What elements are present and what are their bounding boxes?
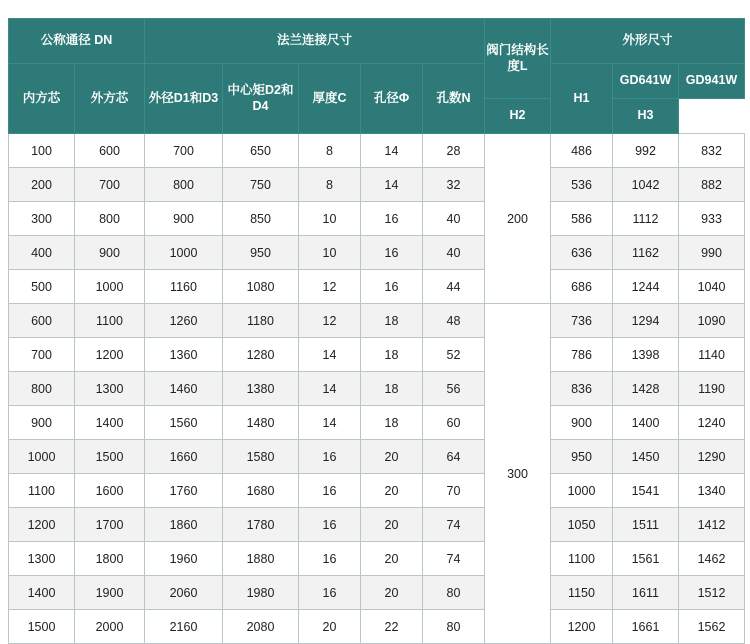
cell-outer: 1800	[75, 542, 145, 576]
cell-c: 14	[299, 338, 361, 372]
cell-outer: 1700	[75, 508, 145, 542]
cell-d1d3: 1160	[145, 270, 223, 304]
cell-h2: 1511	[613, 508, 679, 542]
cell-h3: 882	[679, 168, 745, 202]
cell-inner: 600	[9, 304, 75, 338]
cell-n: 80	[423, 610, 485, 644]
cell-n: 74	[423, 508, 485, 542]
cell-d1d3: 1660	[145, 440, 223, 474]
cell-c: 16	[299, 440, 361, 474]
cell-n: 60	[423, 406, 485, 440]
cell-valve-structure-length-group-2: 300	[485, 304, 551, 644]
cell-phi: 20	[361, 508, 423, 542]
cell-h3: 1340	[679, 474, 745, 508]
cell-c: 16	[299, 508, 361, 542]
cell-c: 16	[299, 542, 361, 576]
cell-phi: 20	[361, 576, 423, 610]
cell-d2d4: 1180	[223, 304, 299, 338]
cell-h2: 1661	[613, 610, 679, 644]
cell-d1d3: 1260	[145, 304, 223, 338]
cell-phi: 16	[361, 236, 423, 270]
cell-phi: 18	[361, 406, 423, 440]
cell-d2d4: 750	[223, 168, 299, 202]
cell-inner: 1200	[9, 508, 75, 542]
cell-outer: 600	[75, 134, 145, 168]
cell-c: 20	[299, 610, 361, 644]
cell-n: 32	[423, 168, 485, 202]
cell-h1: 1100	[551, 542, 613, 576]
table-header	[9, 19, 745, 134]
cell-h1: 836	[551, 372, 613, 406]
cell-h2: 1541	[613, 474, 679, 508]
cell-h3: 1090	[679, 304, 745, 338]
cell-d1d3: 2160	[145, 610, 223, 644]
cell-h3: 1562	[679, 610, 745, 644]
cell-d2d4: 1980	[223, 576, 299, 610]
cell-d1d3: 700	[145, 134, 223, 168]
cell-phi: 18	[361, 304, 423, 338]
cell-d2d4: 950	[223, 236, 299, 270]
cell-inner: 500	[9, 270, 75, 304]
cell-d1d3: 1760	[145, 474, 223, 508]
cell-d2d4: 850	[223, 202, 299, 236]
cell-h3: 990	[679, 236, 745, 270]
cell-h3: 933	[679, 202, 745, 236]
cell-h3: 1462	[679, 542, 745, 576]
cell-d2d4: 1280	[223, 338, 299, 372]
cell-h2: 1294	[613, 304, 679, 338]
cell-inner: 900	[9, 406, 75, 440]
cell-h1: 636	[551, 236, 613, 270]
table-row	[9, 542, 745, 576]
cell-h3: 1290	[679, 440, 745, 474]
cell-phi: 18	[361, 338, 423, 372]
cell-outer: 1300	[75, 372, 145, 406]
cell-h1: 586	[551, 202, 613, 236]
cell-outer: 800	[75, 202, 145, 236]
cell-d1d3: 1000	[145, 236, 223, 270]
cell-n: 48	[423, 304, 485, 338]
table-row	[9, 372, 745, 406]
cell-d1d3: 900	[145, 202, 223, 236]
cell-h3: 1512	[679, 576, 745, 610]
cell-outer: 1600	[75, 474, 145, 508]
cell-n: 70	[423, 474, 485, 508]
valve-dimension-table	[8, 18, 745, 644]
cell-inner: 1300	[9, 542, 75, 576]
cell-c: 8	[299, 168, 361, 202]
cell-d2d4: 1880	[223, 542, 299, 576]
cell-d2d4: 1580	[223, 440, 299, 474]
cell-h3: 1140	[679, 338, 745, 372]
cell-d2d4: 1480	[223, 406, 299, 440]
cell-phi: 20	[361, 542, 423, 576]
cell-h2: 1428	[613, 372, 679, 406]
cell-phi: 22	[361, 610, 423, 644]
cell-c: 8	[299, 134, 361, 168]
cell-phi: 16	[361, 270, 423, 304]
cell-c: 14	[299, 372, 361, 406]
cell-h1: 1050	[551, 508, 613, 542]
cell-h1: 536	[551, 168, 613, 202]
table-row	[9, 304, 745, 338]
cell-valve-structure-length-group-1: 200	[485, 134, 551, 304]
table-row	[9, 270, 745, 304]
header-row-models	[9, 64, 745, 99]
table-row	[9, 474, 745, 508]
cell-n: 40	[423, 202, 485, 236]
cell-d1d3: 800	[145, 168, 223, 202]
header-hole-number: 孔数N	[423, 64, 485, 134]
cell-h1: 1000	[551, 474, 613, 508]
header-hole-diameter: 孔径Φ	[361, 64, 423, 134]
cell-phi: 14	[361, 134, 423, 168]
header-h1: H1	[551, 64, 613, 134]
cell-n: 74	[423, 542, 485, 576]
header-model-gd941w: GD941W	[679, 64, 745, 99]
table-body	[9, 134, 745, 644]
cell-h1: 900	[551, 406, 613, 440]
cell-c: 12	[299, 304, 361, 338]
cell-h2: 1561	[613, 542, 679, 576]
cell-d1d3: 1960	[145, 542, 223, 576]
header-valve-structure-length: 阀门结构长度L	[485, 19, 551, 99]
cell-inner: 300	[9, 202, 75, 236]
cell-h1: 486	[551, 134, 613, 168]
cell-inner: 200	[9, 168, 75, 202]
cell-h2: 1162	[613, 236, 679, 270]
cell-d2d4: 650	[223, 134, 299, 168]
table-row	[9, 406, 745, 440]
cell-phi: 14	[361, 168, 423, 202]
cell-outer: 1500	[75, 440, 145, 474]
cell-h3: 1412	[679, 508, 745, 542]
cell-d1d3: 1460	[145, 372, 223, 406]
cell-h1: 950	[551, 440, 613, 474]
cell-outer: 900	[75, 236, 145, 270]
cell-d1d3: 2060	[145, 576, 223, 610]
cell-outer: 1000	[75, 270, 145, 304]
header-group-nominal-diameter: 公称通径 DN	[9, 19, 145, 64]
cell-c: 12	[299, 270, 361, 304]
cell-outer: 1900	[75, 576, 145, 610]
table-row	[9, 576, 745, 610]
header-h3: H3	[613, 99, 679, 134]
header-thickness-c: 厚度C	[299, 64, 361, 134]
table-row	[9, 134, 745, 168]
header-h2: H2	[485, 99, 551, 134]
cell-outer: 1400	[75, 406, 145, 440]
cell-inner: 1000	[9, 440, 75, 474]
table-row	[9, 338, 745, 372]
cell-n: 64	[423, 440, 485, 474]
cell-h2: 992	[613, 134, 679, 168]
cell-inner: 1500	[9, 610, 75, 644]
cell-d2d4: 1780	[223, 508, 299, 542]
cell-inner: 400	[9, 236, 75, 270]
cell-h2: 1042	[613, 168, 679, 202]
cell-outer: 700	[75, 168, 145, 202]
cell-inner: 1100	[9, 474, 75, 508]
cell-outer: 1100	[75, 304, 145, 338]
cell-n: 80	[423, 576, 485, 610]
cell-d2d4: 1080	[223, 270, 299, 304]
header-group-outline-dimensions: 外形尺寸	[551, 19, 745, 64]
cell-n: 40	[423, 236, 485, 270]
cell-d1d3: 1360	[145, 338, 223, 372]
cell-n: 56	[423, 372, 485, 406]
cell-n: 28	[423, 134, 485, 168]
cell-phi: 16	[361, 202, 423, 236]
header-model-gd641w: GD641W	[613, 64, 679, 99]
cell-d2d4: 1380	[223, 372, 299, 406]
cell-h2: 1450	[613, 440, 679, 474]
cell-c: 14	[299, 406, 361, 440]
cell-h1: 1150	[551, 576, 613, 610]
cell-h2: 1398	[613, 338, 679, 372]
cell-inner: 1400	[9, 576, 75, 610]
cell-c: 16	[299, 576, 361, 610]
cell-h2: 1112	[613, 202, 679, 236]
cell-inner: 700	[9, 338, 75, 372]
cell-h3: 832	[679, 134, 745, 168]
header-group-flange-connection: 法兰连接尺寸	[145, 19, 485, 64]
cell-n: 44	[423, 270, 485, 304]
table-row	[9, 202, 745, 236]
cell-c: 10	[299, 202, 361, 236]
table-row	[9, 508, 745, 542]
header-diameter-d1-d3: 外径D1和D3	[145, 64, 223, 134]
header-row-top	[9, 19, 745, 64]
cell-c: 10	[299, 236, 361, 270]
cell-d2d4: 1680	[223, 474, 299, 508]
cell-outer: 1200	[75, 338, 145, 372]
cell-d2d4: 2080	[223, 610, 299, 644]
cell-phi: 20	[361, 474, 423, 508]
cell-h2: 1611	[613, 576, 679, 610]
cell-h3: 1240	[679, 406, 745, 440]
cell-c: 16	[299, 474, 361, 508]
cell-h1: 686	[551, 270, 613, 304]
cell-inner: 800	[9, 372, 75, 406]
cell-h3: 1190	[679, 372, 745, 406]
cell-h2: 1244	[613, 270, 679, 304]
cell-n: 52	[423, 338, 485, 372]
cell-h1: 1200	[551, 610, 613, 644]
cell-h2: 1400	[613, 406, 679, 440]
cell-d1d3: 1560	[145, 406, 223, 440]
cell-h1: 736	[551, 304, 613, 338]
cell-h1: 786	[551, 338, 613, 372]
cell-h3: 1040	[679, 270, 745, 304]
cell-inner: 100	[9, 134, 75, 168]
table-row	[9, 236, 745, 270]
cell-outer: 2000	[75, 610, 145, 644]
table-row	[9, 168, 745, 202]
cell-phi: 18	[361, 372, 423, 406]
cell-d1d3: 1860	[145, 508, 223, 542]
cell-phi: 20	[361, 440, 423, 474]
table-row	[9, 610, 745, 644]
header-inner-square: 内方芯	[9, 64, 75, 134]
table-row	[9, 440, 745, 474]
header-outer-square: 外方芯	[75, 64, 145, 134]
header-center-distance-d2-d4: 中心矩D2和D4	[223, 64, 299, 134]
